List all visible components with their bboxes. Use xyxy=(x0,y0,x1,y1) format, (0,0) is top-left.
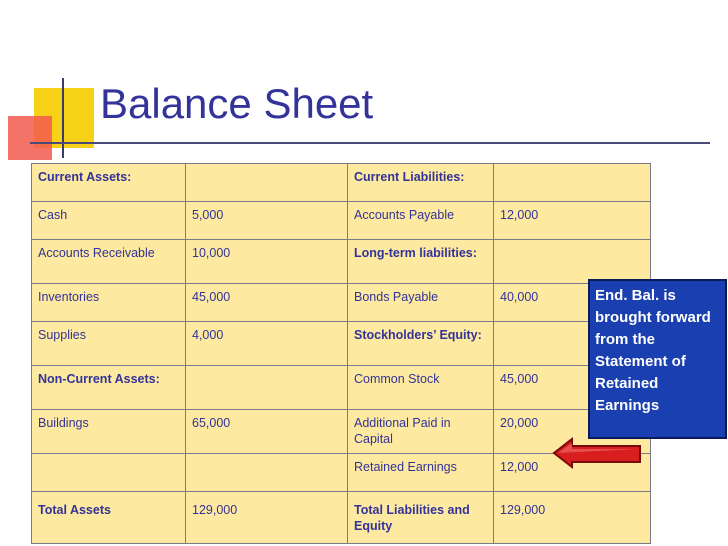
table-row xyxy=(32,164,651,202)
table-cell: Inventories xyxy=(32,284,186,322)
table-row xyxy=(32,240,651,284)
title-underline xyxy=(30,142,710,144)
balance-sheet-table xyxy=(31,163,651,544)
table-cell: Retained Earnings xyxy=(348,454,494,492)
table-cell: 45,000 xyxy=(186,284,348,322)
table-cell xyxy=(32,454,186,492)
table-cell: 12,000 xyxy=(494,454,651,492)
table-row xyxy=(32,322,651,366)
table-cell: Total Liabilities and Equity xyxy=(348,492,494,544)
table-cell xyxy=(186,164,348,202)
table-cell: Bonds Payable xyxy=(348,284,494,322)
table-cell: Accounts Payable xyxy=(348,202,494,240)
page-title: Balance Sheet xyxy=(100,80,374,127)
table-cell: 45,000 xyxy=(494,366,651,410)
table-cell: Stockholders’ Equity: xyxy=(348,322,494,366)
table-row xyxy=(32,284,651,322)
table-cell: 10,000 xyxy=(186,240,348,284)
table-cell: 129,000 xyxy=(494,492,651,544)
table-cell: Additional Paid in Capital xyxy=(348,410,494,454)
table-cell: 5,000 xyxy=(186,202,348,240)
table-cell: Accounts Receivable xyxy=(32,240,186,284)
callout-note: End. Bal. is brought forward from the Statement of Retained Earnings xyxy=(588,279,727,439)
table-cell: Supplies xyxy=(32,322,186,366)
title-decoration-red-square xyxy=(8,116,52,160)
table-cell: 129,000 xyxy=(186,492,348,544)
table-cell: Non-Current Assets: xyxy=(32,366,186,410)
title-decoration-vertical-line xyxy=(62,78,64,158)
table-cell xyxy=(186,454,348,492)
table-row xyxy=(32,202,651,240)
table-cell: Current Liabilities: xyxy=(348,164,494,202)
table-cell: Cash xyxy=(32,202,186,240)
table-cell: Long-term liabilities: xyxy=(348,240,494,284)
table-cell: Buildings xyxy=(32,410,186,454)
table-cell: 65,000 xyxy=(186,410,348,454)
table-row xyxy=(32,492,651,544)
table-row xyxy=(32,366,651,410)
table-cell: 12,000 xyxy=(494,202,651,240)
table-cell: 20,000 xyxy=(494,410,651,454)
table-cell: 40,000 xyxy=(494,284,651,322)
table-cell xyxy=(494,164,651,202)
table-cell: Current Assets: xyxy=(32,164,186,202)
table-cell xyxy=(494,240,651,284)
table-cell: Common Stock xyxy=(348,366,494,410)
table-cell: Total Assets xyxy=(32,492,186,544)
left-arrow-icon xyxy=(552,437,642,469)
table-cell xyxy=(186,366,348,410)
table-cell: 4,000 xyxy=(186,322,348,366)
